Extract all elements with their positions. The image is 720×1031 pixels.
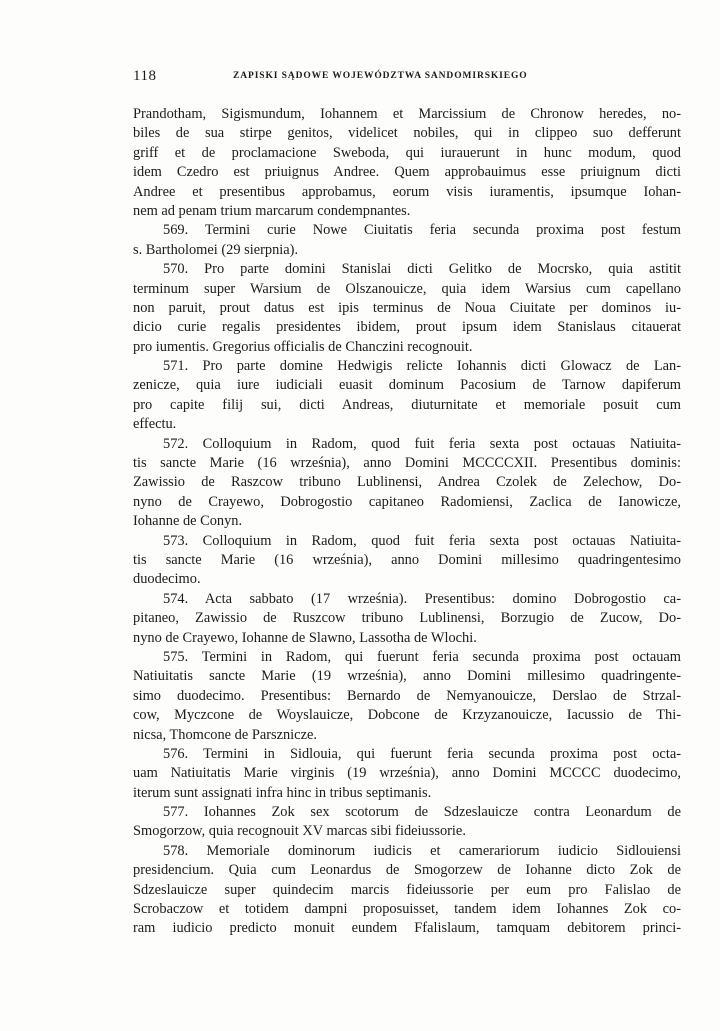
text-line: effectu. [133,416,177,433]
text-line: Smogorzow, quia recognouit XV marcas sibi fideiussorie. [133,823,466,840]
text-line: Andree et presentibus approbamus, eorum visis iuramentis, ipsumque Iohan- [133,183,681,200]
text-line: idem Czedro est priuignus Andree. Quem approbauimus esse priuignum dicti [133,164,681,181]
page-header [133,68,681,88]
text-line: Sdzeslauicze super quindecim marcis fideiussorie per eum pro Falislao de [133,881,681,898]
text-line: uam Natiuitatis Marie virginis (19 września), anno Domini MCCCC duodecimo, [133,765,681,782]
text-line: 570. Pro parte domini Stanislai dicti Gelitko de Mocrsko, quia astitit [163,261,681,278]
text-line: tis sancte Marie (16 września), anno Domini millesimo quadringentesimo [133,551,681,568]
text-line: Iohanne de Conyn. [133,513,243,530]
text-line: tis sancte Marie (16 września), anno Domini MCCCCXII. Presentibus dominis: [133,455,681,472]
text-line: 569. Termini curie Nowe Ciuitatis feria secunda proxima post festum [163,222,681,239]
text-line: nem ad penam trium marcarum condempnantes. [133,202,411,219]
text-line: non paruit, prout datus est ipis terminus de Noua Ciuitate per dominos iu- [133,299,681,316]
running-title: ZAPISKI SĄDOWE WOJEWÓDZTWA SANDOMIRSKIEGO [233,71,528,81]
text-line: biles de sua stirpe genitos, videlicet nobiles, qui in clippeo suo defferunt [133,125,681,142]
text-line: nyno de Crayewo, Dobrogostio capitaneo Radomiensi, Zaclica de Ianowicze, [133,493,681,510]
text-line: terminum super Warsium de Olszanouicze, quia idem Warsius cum capellano [133,280,681,297]
text-line: zenicze, quia iure iudiciali euasit dominum Pacosium de Tarnow dapiferum [133,377,681,394]
text-line: 577. Iohannes Zok sex scotorum de Sdzeslauicze contra Leonardum de [163,804,681,821]
text-line: 571. Pro parte domine Hedwigis relicte Iohannis dicti Glowacz de Lan- [163,358,681,375]
text-line: 573. Colloquium in Radom, quod fuit feria sexta post octauas Natiuita- [163,532,681,549]
text-line: Prandotham, Sigismundum, Iohannem et Marcissium de Chronow heredes, no- [133,106,681,122]
text-line: Natiuitatis sancte Marie (19 września), anno Domini millesimo quadringente- [133,668,681,685]
text-line: iterum sunt assignati infra hinc in tribus septimanis. [133,784,432,801]
text-line: 575. Termini in Radom, qui fuerunt feria secunda proxima post octauam [163,648,681,665]
text-line: Zawissio de Raszcow tribuno Lublinensi, Andrea Czolek de Zelechow, Do- [133,474,681,491]
text-line: pro iumentis. Gregorius officialis de Chanczini recognouit. [133,338,473,355]
text-line: griff et de proclamacione Sweboda, qui iurauerunt in hunc modum, quod [133,144,681,161]
page-number: 118 [133,68,157,84]
text-line: s. Bartholomei (29 sierpnia). [133,241,299,258]
text-line: Scrobaczow et totidem dampni proposuisset, tandem idem Iohannes Zok co- [133,901,681,918]
body-text [133,105,681,939]
text-line: pitaneo, Zawissio de Ruszcow tribuno Lublinensi, Borzugio de Zucow, Do- [133,610,681,627]
text-line: 576. Termini in Sidlouia, qui fuerunt feria secunda proxima post octa- [163,745,681,762]
text-line: 574. Acta sabbato (17 września). Presentibus: domino Dobrogostio ca- [163,590,681,607]
text-line: 572. Colloquium in Radom, quod fuit feria sexta post octauas Natiuita- [163,435,681,452]
text-line: duodecimo. [133,571,201,588]
text-line: pro capite filij sui, dicti Andreas, diuturnitate et memoriale posuit cum [133,396,681,413]
text-line: dicio curie regalis presidentes ibidem, prout ipsum idem Stanislaus citauerat [133,319,681,336]
text-line: simo duodecimo. Presentibus: Bernardo de Nemyanouicze, Derslao de Strzal- [133,687,681,704]
text-line: 578. Memoriale dominorum iudicis et camerariorum iudicio Sidlouiensi [163,842,681,859]
text-line: nyno de Crayewo, Iohanne de Slawno, Lassotha de Wlochi. [133,629,477,646]
text-line: nicsa, Thomcone de Parsznicze. [133,726,317,743]
text-line: cow, Myczcone de Woyslauicze, Dobcone de Krzyzanouicze, Iacussio de Thi- [133,707,681,724]
text-line: ram iudicio predicto monuit eundem Ffalislaum, tamquam debitorem princi- [133,920,681,937]
text-line: presidencium. Quia cum Leonardus de Smogorzew de Iohanne dicto Zok de [133,862,681,879]
